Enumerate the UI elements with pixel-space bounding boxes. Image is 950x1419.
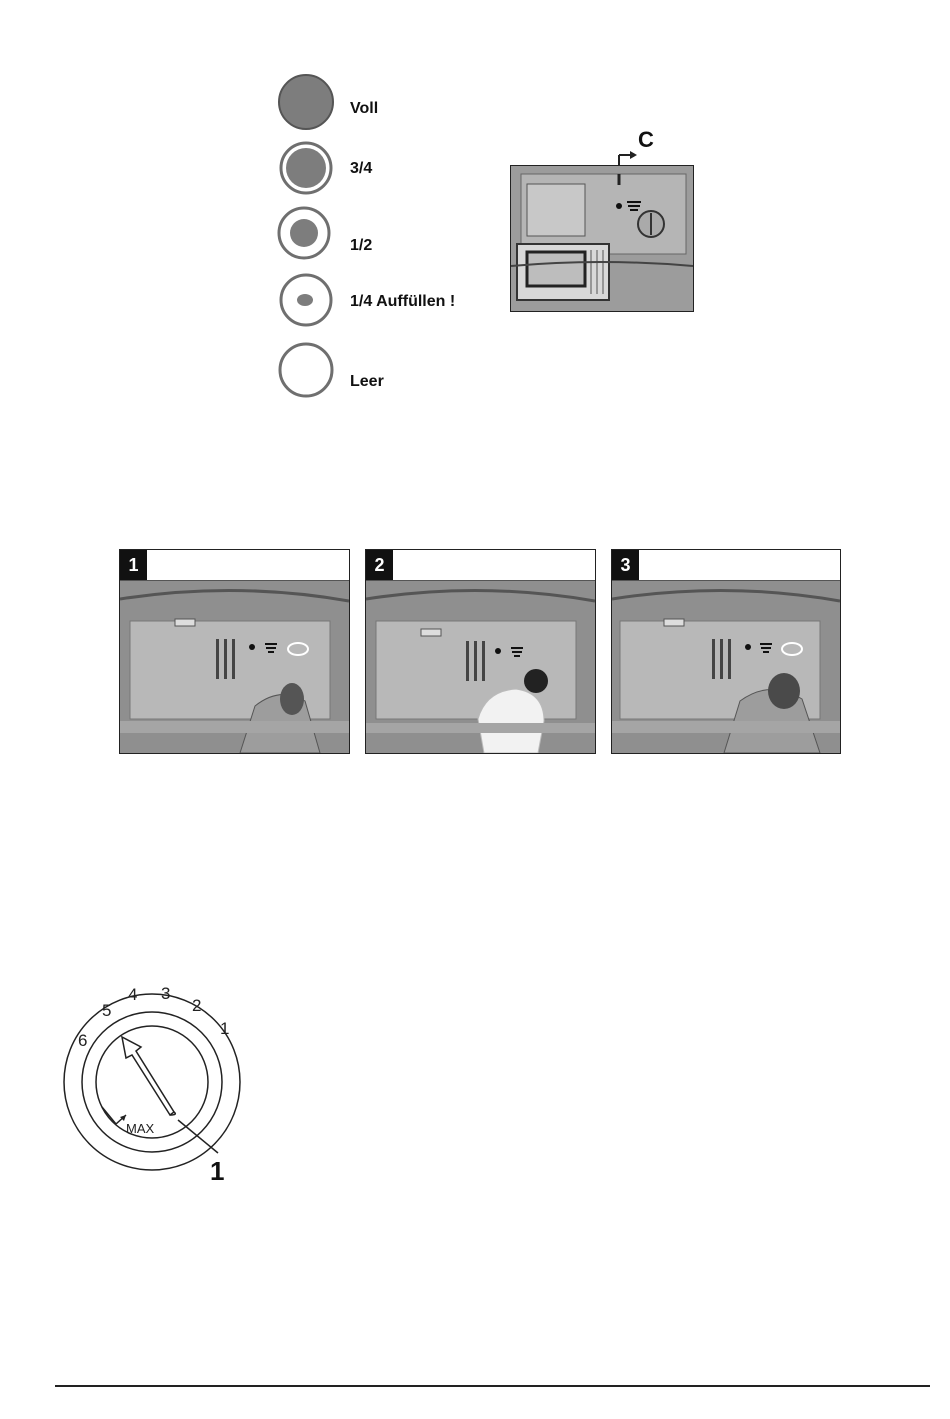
level-empty-icon xyxy=(276,340,336,400)
level-full-icon xyxy=(276,72,336,132)
dial-number-4: 4 xyxy=(128,985,138,1004)
dial-number-1: 1 xyxy=(220,1019,230,1038)
step-3-drawing xyxy=(612,581,840,753)
level-half-label: 1/2 xyxy=(350,237,373,254)
bottom-divider xyxy=(55,1385,930,1387)
dial-number-6: 6 xyxy=(78,1031,88,1050)
dispenser-drawing xyxy=(511,166,693,311)
level-half-icon xyxy=(276,205,336,265)
step-3-photo xyxy=(611,549,841,754)
level-empty-label: Leer xyxy=(350,373,384,390)
step-2-photo xyxy=(365,549,596,754)
step-3-header xyxy=(612,550,840,581)
dial-callout-label: 1 xyxy=(210,1156,225,1186)
dial-number-3: 3 xyxy=(161,984,171,1003)
level-three-quarter-label: 3/4 xyxy=(350,160,373,177)
step-1-header xyxy=(120,550,349,581)
dial-number-5: 5 xyxy=(102,1001,112,1020)
level-three-quarter-icon xyxy=(276,140,336,200)
step-1-drawing xyxy=(120,581,349,753)
step-2-number: 2 xyxy=(366,550,393,580)
dispenser-photo xyxy=(510,165,694,312)
step-3-number: 3 xyxy=(612,550,639,580)
step-2-header xyxy=(366,550,595,581)
dial-max-label: MAX xyxy=(126,1121,155,1136)
callout-c-label: C xyxy=(638,127,654,152)
step-2-drawing xyxy=(366,581,595,753)
level-full-label: Voll xyxy=(350,100,379,117)
dial-drawing xyxy=(60,975,260,1185)
level-quarter-icon xyxy=(276,272,336,332)
callout-arrow-icon xyxy=(600,125,670,170)
step-1-number: 1 xyxy=(120,550,147,580)
level-quarter-label: 1/4 Auffüllen ! xyxy=(350,293,456,310)
step-1-photo xyxy=(119,549,350,754)
dial-number-2: 2 xyxy=(192,996,202,1015)
